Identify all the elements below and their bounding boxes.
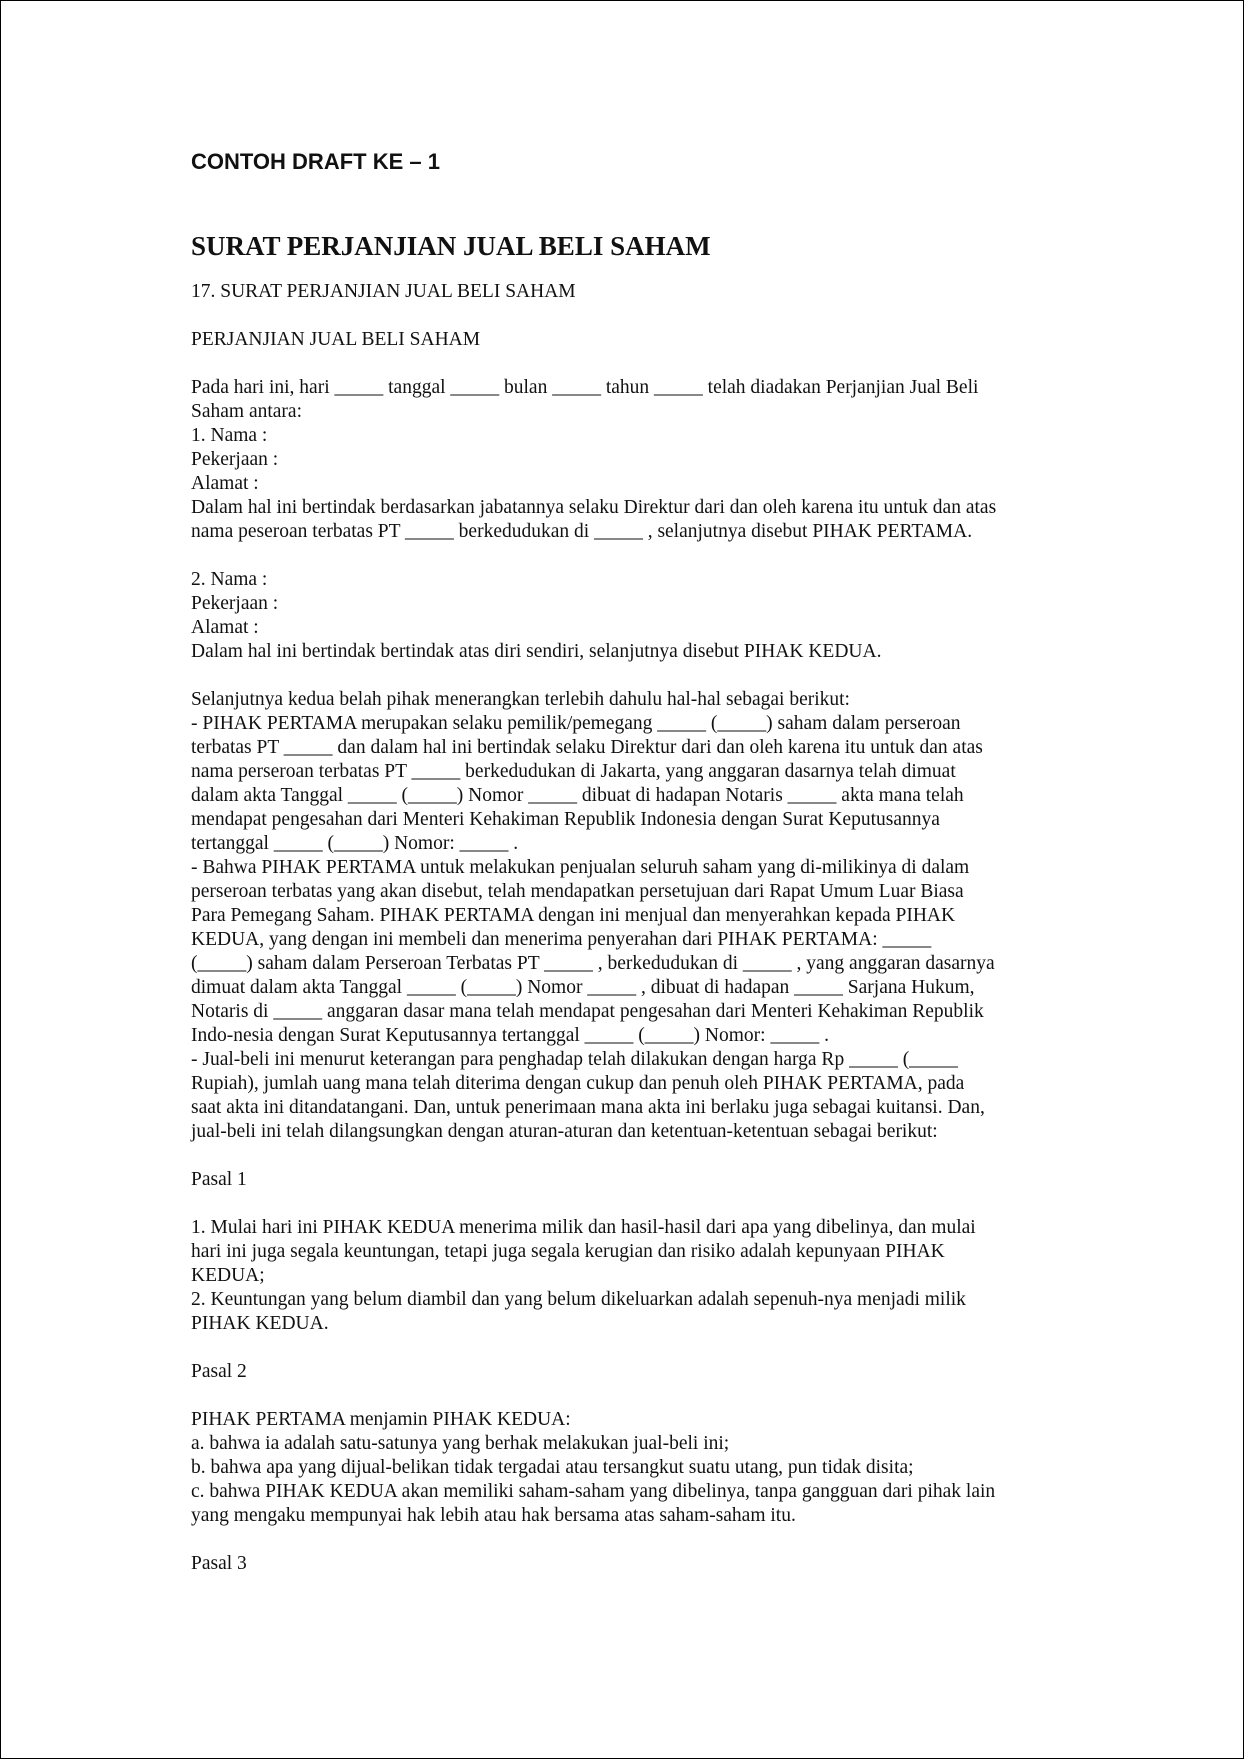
section-number-heading: 17. SURAT PERJANJIAN JUAL BELI SAHAM [191,281,576,302]
text-line: - PIHAK PERTAMA merupakan selaku pemilik/pemegang _____ (_____) saham dalam perseroan [191,713,961,734]
text-line: Indo-nesia dengan Surat Keputusannya tertanggal _____ (_____) Nomor: _____ . [191,1025,829,1046]
text-line: KEDUA, yang dengan ini membeli dan menerima penyerahan dari PIHAK PERTAMA: _____ [191,929,932,950]
text-line: yang mengaku mempunyai hak lebih atau hak bersama atas saham-saham itu. [191,1505,796,1526]
text-line: dalam akta Tanggal _____ (_____) Nomor _____ dibuat di hadapan Notaris _____ akta mana telah [191,785,964,806]
text-line: KEDUA; [191,1265,265,1286]
text-line: Para Pemegang Saham. PIHAK PERTAMA dengan ini menjual dan menyerahkan kepada PIHAK [191,905,956,926]
text-line: Pekerjaan : [191,593,279,614]
text-line: Pekerjaan : [191,449,279,470]
text-line: - Bahwa PIHAK PERTAMA untuk melakukan penjualan seluruh saham yang di-milikinya di dalam [191,857,970,878]
text-line: Pada hari ini, hari _____ tanggal _____ bulan _____ tahun _____ telah diadakan Perjanjian Jual Beli [191,377,979,398]
text-line: (_____) saham dalam Perseroan Terbatas PT _____ , berkedudukan di _____ , yang anggaran dasarnya [191,953,995,974]
pasal-3-heading: Pasal 3 [191,1553,247,1574]
party-two-paragraph [191,568,1081,664]
text-line: Dalam hal ini bertindak berdasarkan jabatannya selaku Direktur dari dan oleh karena itu untuk dan atas [191,497,997,518]
text-line: Saham antara: [191,401,302,422]
agreement-heading: PERJANJIAN JUAL BELI SAHAM [191,329,481,350]
text-line: b. bahwa apa yang dijual-belikan tidak tergadai atau tersangkut suatu utang, pun tidak disita; [191,1457,914,1478]
document-title: SURAT PERJANJIAN JUAL BELI SAHAM [191,231,711,261]
text-line: 2. Nama : [191,569,268,590]
pasal-1-heading: Pasal 1 [191,1169,247,1190]
text-line: Selanjutnya kedua belah pihak menerangkan terlebih dahulu hal-hal sebagai berikut: [191,689,850,710]
text-line: hari ini juga segala keuntungan, tetapi juga segala kerugian dan risiko adalah kepunyaan PIHAK [191,1241,945,1262]
text-line: Rupiah), jumlah uang mana telah diterima dengan cukup dan penuh oleh PIHAK PERTAMA, pada [191,1073,965,1094]
text-line: c. bahwa PIHAK KEDUA akan memiliki saham-saham yang dibelinya, tanpa gangguan dari pihak lain [191,1481,996,1502]
draft-title: CONTOH DRAFT KE – 1 [191,149,440,174]
pasal-2-body [191,1408,1081,1528]
text-line: 2. Keuntungan yang belum diambil dan yang belum dikeluarkan adalah sepenuh-nya menjadi milik [191,1289,966,1310]
document-content [191,149,1081,1576]
text-line: PIHAK KEDUA. [191,1313,329,1334]
text-line: 1. Mulai hari ini PIHAK KEDUA menerima milik dan hasil-hasil dari apa yang dibelinya, dan mulai [191,1217,976,1238]
text-line: tertanggal _____ (_____) Nomor: _____ . [191,833,519,854]
text-line: 1. Nama : [191,425,268,446]
text-line: nama peseroan terbatas PT _____ berkedudukan di _____ , selanjutnya disebut PIHAK PERTAMA. [191,521,973,542]
text-line: a. bahwa ia adalah satu-satunya yang berhak melakukan jual-beli ini; [191,1433,730,1454]
text-line: Notaris di _____ anggaran dasar mana telah mendapat pengesahan dari Menteri Kehakiman Republik [191,1001,984,1022]
text-line: Dalam hal ini bertindak bertindak atas diri sendiri, selanjutnya disebut PIHAK KEDUA. [191,641,882,662]
text-line: PIHAK PERTAMA menjamin PIHAK KEDUA: [191,1409,571,1430]
pasal-1-body [191,1216,1081,1336]
text-line: Alamat : [191,473,259,494]
text-line: mendapat pengesahan dari Menteri Kehakiman Republik Indonesia dengan Surat Keputusannya [191,809,940,830]
pasal-2-heading: Pasal 2 [191,1361,247,1382]
text-line: nama perseroan terbatas PT _____ berkedudukan di Jakarta, yang anggaran dasarnya telah dimuat [191,761,956,782]
text-line: - Jual-beli ini menurut keterangan para penghadap telah dilakukan dengan harga Rp _____ (_____ [191,1049,958,1070]
recital-paragraph [191,688,1081,1144]
text-line: Alamat : [191,617,259,638]
text-line: perseroan terbatas yang akan disebut, telah mendapatkan persetujuan dari Rapat Umum Luar Biasa [191,881,964,902]
text-line: dimuat dalam akta Tanggal _____ (_____) Nomor _____ , dibuat di hadapan _____ Sarjana Hukum, [191,977,975,998]
text-line: saat akta ini ditandatangani. Dan, untuk penerimaan mana akta ini berlaku juga sebagai kuitansi. Dan, [191,1097,985,1118]
text-line: terbatas PT _____ dan dalam hal ini bertindak selaku Direktur dari dan oleh karena itu untuk dan atas [191,737,983,758]
text-line: jual-beli ini telah dilangsungkan dengan aturan-aturan dan ketentuan-ketentuan sebagai berikut: [191,1121,938,1142]
intro-paragraph [191,376,1081,544]
